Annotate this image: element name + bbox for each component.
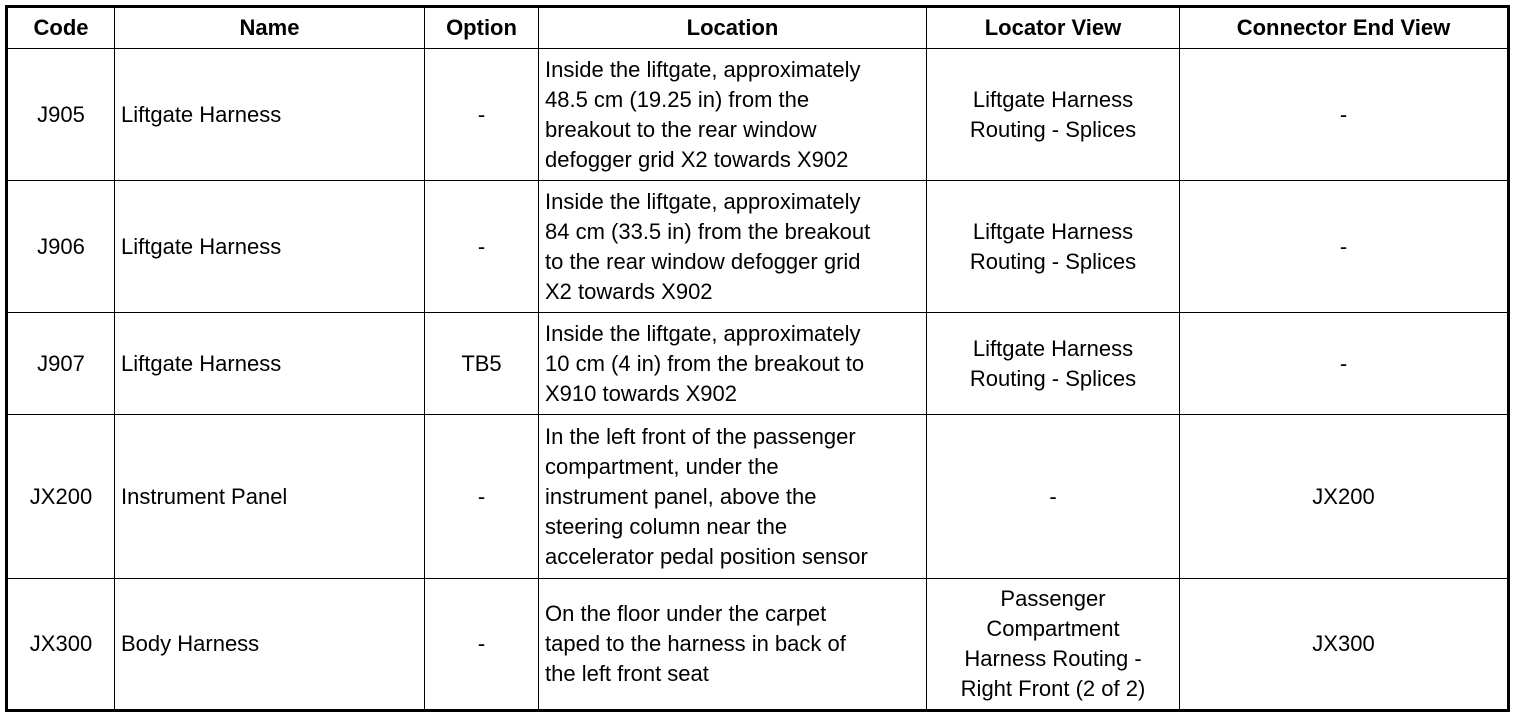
- cell-location: [539, 313, 927, 415]
- location-line: On the floor under the carpet: [545, 601, 827, 626]
- cell-code: JX300: [7, 579, 115, 711]
- location-line: In the left front of the passenger: [545, 423, 856, 449]
- table-row: [7, 579, 1509, 711]
- cell-name: Instrument Panel: [115, 415, 425, 579]
- header-code: Code: [7, 7, 115, 49]
- table-row: [7, 181, 1509, 313]
- cell-location: [539, 49, 927, 181]
- location-line: 48.5 cm (19.25 in) from the: [545, 86, 810, 112]
- locator-line: -: [1049, 483, 1057, 509]
- locator-line: Routing - Splices: [969, 116, 1137, 142]
- cell-locator-view: [927, 49, 1180, 181]
- location-line: defogger grid X2 towards X902: [545, 146, 849, 172]
- cell-option: TB5: [425, 313, 539, 415]
- location-line: X910 towards X902: [545, 380, 738, 406]
- locator-line: Routing - Splices: [969, 248, 1137, 274]
- cell-code: J907: [7, 313, 115, 415]
- header-row: [7, 7, 1509, 49]
- cell-location: [539, 181, 927, 313]
- header-name: Name: [115, 7, 425, 49]
- table-row: [7, 49, 1509, 181]
- table-row: [7, 313, 1509, 415]
- cell-locator-view: [927, 415, 1180, 579]
- cell-name: Liftgate Harness: [115, 181, 425, 313]
- cell-code: J906: [7, 181, 115, 313]
- cell-connector-end-view: JX200: [1180, 415, 1509, 579]
- locator-line: Liftgate Harness: [972, 86, 1134, 112]
- location-line: 10 cm (4 in) from the breakout to: [545, 350, 865, 376]
- cell-locator-view: [927, 313, 1180, 415]
- cell-connector-end-view: -: [1180, 49, 1509, 181]
- header-location: Location: [539, 7, 927, 49]
- cell-connector-end-view: JX300: [1180, 579, 1509, 711]
- location-line: X2 towards X902: [545, 278, 713, 304]
- cell-option: -: [425, 181, 539, 313]
- connector-table: [5, 5, 1510, 712]
- cell-connector-end-view: -: [1180, 181, 1509, 313]
- header-connector-end-view: Connector End View: [1180, 7, 1509, 49]
- cell-location: [539, 579, 927, 711]
- cell-code: J905: [7, 49, 115, 181]
- location-line: instrument panel, above the: [545, 483, 817, 509]
- location-line: to the rear window defogger grid: [545, 248, 861, 274]
- locator-line: Routing - Splices: [969, 365, 1137, 391]
- locator-line: Harness Routing -: [964, 646, 1142, 671]
- cell-locator-view: [927, 579, 1180, 711]
- table-row: [7, 415, 1509, 579]
- cell-name: Body Harness: [115, 579, 425, 711]
- location-line: breakout to the rear window: [545, 116, 817, 142]
- cell-code: JX200: [7, 415, 115, 579]
- location-line: the left front seat: [545, 661, 709, 686]
- header-option: Option: [425, 7, 539, 49]
- cell-name: Liftgate Harness: [115, 49, 425, 181]
- locator-line: Compartment: [986, 616, 1120, 641]
- locator-line: Right Front (2 of 2): [960, 676, 1146, 701]
- location-line: Inside the liftgate, approximately: [545, 320, 861, 346]
- location-line: accelerator pedal position sensor: [545, 543, 868, 569]
- location-line: 84 cm (33.5 in) from the breakout: [545, 218, 871, 244]
- locator-line: Passenger: [1000, 586, 1106, 611]
- cell-option: -: [425, 415, 539, 579]
- location-line: Inside the liftgate, approximately: [545, 188, 861, 214]
- header-locator-view: Locator View: [927, 7, 1180, 49]
- cell-connector-end-view: -: [1180, 313, 1509, 415]
- cell-name: Liftgate Harness: [115, 313, 425, 415]
- locator-line: Liftgate Harness: [972, 335, 1134, 361]
- cell-locator-view: [927, 181, 1180, 313]
- location-line: taped to the harness in back of: [545, 631, 846, 656]
- cell-location: [539, 415, 927, 579]
- cell-option: -: [425, 49, 539, 181]
- location-line: Inside the liftgate, approximately: [545, 56, 861, 82]
- cell-option: -: [425, 579, 539, 711]
- location-line: steering column near the: [545, 513, 788, 539]
- location-line: compartment, under the: [545, 453, 779, 479]
- locator-line: Liftgate Harness: [972, 218, 1134, 244]
